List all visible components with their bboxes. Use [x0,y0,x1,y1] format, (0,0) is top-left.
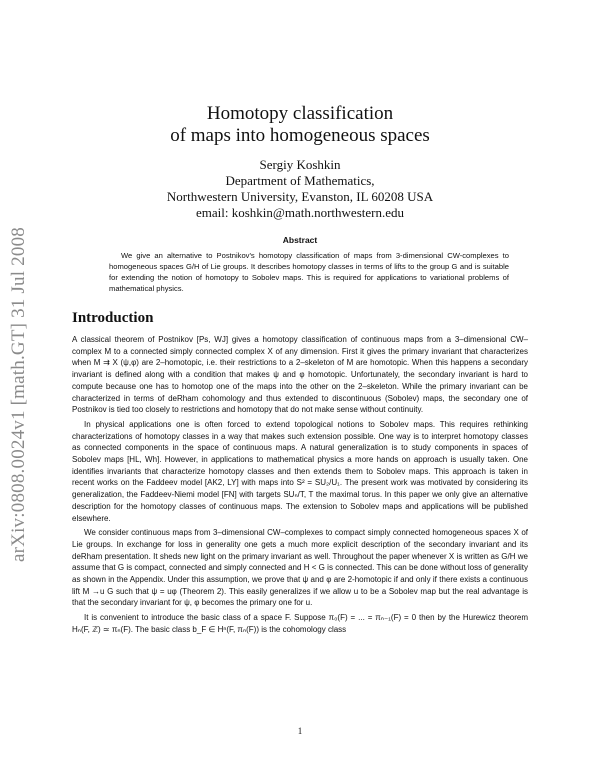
paragraph: In physical applications one is often forced to extend topological notions to Sobolev maps. This requires rethinking characterizations of homotopy classes in a way that makes such extension possible. One way is to interpret homotopy classes as connected components in the space of continuous maps. A natural generalization is to study components in spaces of Sobolev maps [HL, Wh]. However, in applications to mathematical physics a more hands on approach is usually taken. One identifies invariants that characterize homotopy classes and then extends them to Sobolev maps. This approach is taken in recent works on the Faddeev model [AK2, LY] with maps into S² = SU₂/U₁. The present work was motivated by considering its generalization, the Faddeev-Niemi model [FN] with targets SUₙ/T, T the maximal torus. In this paper we only give an alternative description for the homotopy classes of continuous maps. The extension to Sobolev maps and applications will be published elsewhere. [72,419,528,523]
abstract-heading: Abstract [282,235,318,245]
department: Department of Mathematics, [225,173,375,188]
university: Northwestern University, Evanston, IL 60208 USA [166,189,434,204]
title-line-1: Homotopy classification [206,103,394,124]
page-number: 1 [297,726,303,736]
paragraph: We consider continuous maps from 3–dimensional CW–complexes to compact simply connected homogeneous spaces X of Lie groups. In exchange for loss in generality one gets a much more explicit description of the secondary invariant and its deRham presentation. It sheds new light on the primary invariant as well. Throughout the paper whenever X is written as G/H we assume that G is compact, connected and simply connected and H < G is connected. This can be done without loss of generality as shown in the Appendix. Under this assumption, we prove that ψ and φ are 2-homotopic if and only if there exists a continuous lift M →u G such that ψ = uφ (Theorem 2). This easily generalizes if we allow u to be a Sobolev map but the real advantage is that the secondary invariant for ψ, φ becomes the primary one for u. [72,528,528,608]
body-text [72,334,528,639]
title-line-2: of maps into homogeneous spaces [170,125,430,146]
paragraph: It is convenient to introduce the basic class of a space F. Suppose π₀(F) = ... = πₙ₋₁(F) = 0 then by the Hurewicz theorem Hₙ(F, ℤ) ≃ πₙ(F). The basic class b_F ∈ Hⁿ(F, πₙ(F)) is the cohomology class [72,613,528,634]
author-block [0,157,600,221]
paper-title [0,103,600,147]
arxiv-identifier: arXiv:0808.0024v1 [math.GT] 31 Jul 2008 [8,227,29,562]
section-title: Introduction [72,310,154,326]
abstract-text: We give an alternative to Postnikov's homotopy classification of maps from 3-dimensional CW-complexes to homogeneous spaces G/H of Lie groups. It describes homotopy classes in terms of lifts to the group G and is suitable for extending the notion of homotopy to Sobolev maps. This is required for applications to variational problems of mathematical physics. [109,251,509,293]
author-name: Sergiy Koshkin [259,157,341,172]
email: email: koshkin@math.northwestern.edu [195,205,404,220]
paragraph: A classical theorem of Postnikov [Ps, WJ] gives a homotopy classification of continuous maps from a 3–dimensional CW–complex M to a connected simply connected complex X of any dimension. First it gives the primary invariant that characterizes when M ⇉ X (ψ,φ) are 2–homotopic, i.e. their restrictions to a 2–skeleton of M are homotopic. When this happens a secondary invariant is defined along with a condition that makes ψ and φ homotopic. Unfortunately, the secondary invariant is hard to compute because one has to homotop one of the maps into the other on the 2–skeleton. While the primary invariant can be characterized in terms of deRham cohomology and thus extended to discontinuous (Sobolev) maps, the secondary one of Postnikov is tied too closely to restrictions and homotopy that do not make sense without continuity. [72,335,528,415]
